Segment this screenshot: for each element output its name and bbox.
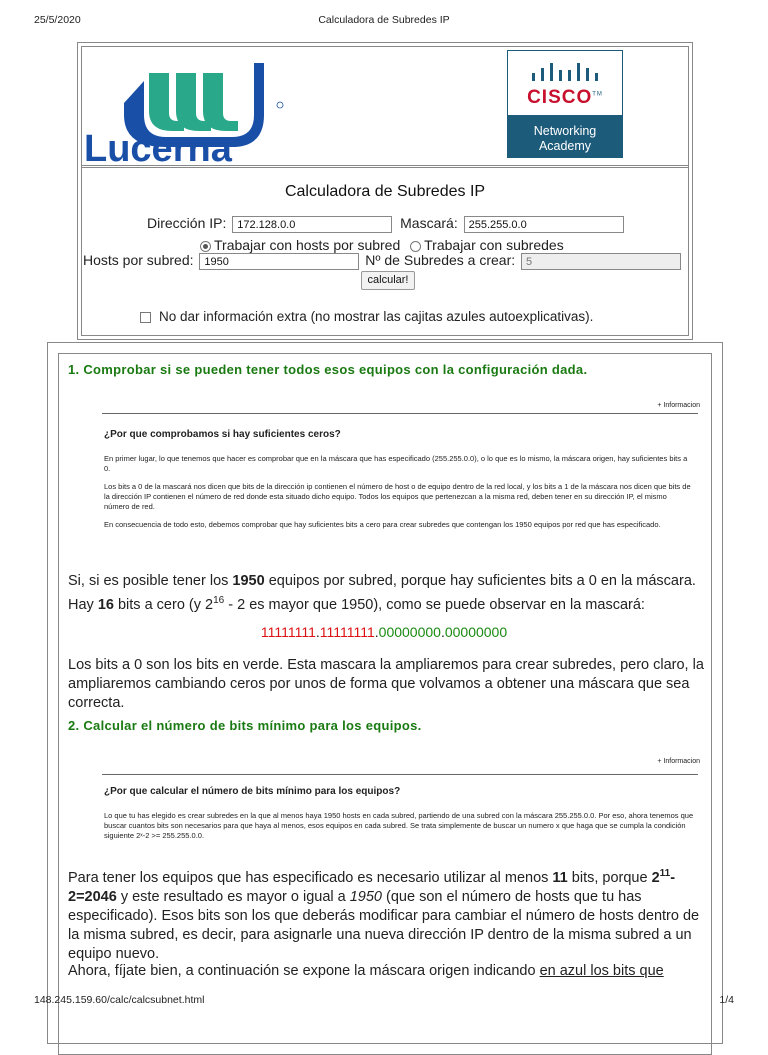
calculator-inner [81, 46, 689, 336]
ip-label: Dirección IP: [147, 215, 227, 231]
calculator-panel [77, 42, 693, 340]
ip-mask-row [147, 215, 624, 233]
step2-result: Para tener los equipos que has especificado es necesario utilizar al menos 11 bits, porque $2^{11}-2=2046$ y este resultado es mayor o igual a 1950 (que son el número de hosts que tu has especificado). Esos bits son los que deberás modificar para cambiar el número de hosts dentro de la misma subred, es decir, para asignarle una nueva dirección IP dentro de la misma subred a un equipo nuevo. [68, 868, 700, 962]
mask-input[interactable]: 255.255.0.0 [464, 216, 624, 233]
radio-subnets[interactable] [410, 241, 421, 252]
step2-last-text: Ahora, fíjate bien, a continuación se expone la máscara origen indicando en azul los bits que [68, 963, 664, 979]
step1-info-p2: Los bits a 0 de la mascará nos dicen que bits de la dirección ip contienen el número de host o de equipo dentro de la red local, y los bits a 1 de la máscara nos dicen que bits de la dirección IP contienen el número de red donde esta situado dicho equipo. Todos los equipos que pertenezcan a la misma red, deben tener en su dirección IP, el mismo número de red. [104, 482, 691, 511]
logo-row [82, 47, 688, 166]
cisco-wordmark: CISCO™ [527, 87, 603, 108]
step1-question: ¿Por que comprobamos si hay suficientes ceros? [104, 429, 341, 440]
lucerna-logo [84, 55, 344, 165]
subnets-input[interactable]: 5 [521, 253, 681, 270]
print-footer [34, 994, 734, 1006]
step2-divider [102, 774, 698, 775]
step2-heading: 2. Calcular el número de bits mínimo para los equipos. [68, 718, 422, 733]
mask-label: Mascará: [400, 215, 458, 231]
subnets-label: Nº de Subredes a crear: [365, 252, 516, 268]
hosts-label: Hosts por subred: [83, 252, 194, 268]
mode-radio-row [200, 237, 564, 253]
lucerna-wordmark: Lucerna [84, 128, 232, 165]
ip-input[interactable]: 172.128.0.0 [232, 216, 392, 233]
binary-mask: 11111111.11111111.00000000.00000000 [260, 624, 508, 640]
step1-info-p3: En consecuencia de todo esto, debemos comprobar que hay suficientes bits a cero para crear subredes que contengan los 1950 equipos por red que has especificado. [104, 520, 661, 529]
radio-hosts-label: Trabajar con hosts por subred [214, 237, 401, 253]
step1-divider [102, 413, 698, 414]
print-title: Calculadora de Subredes IP [318, 14, 450, 26]
step2-question: ¿Por que calcular el número de bits mínimo para los equipos? [104, 786, 401, 797]
divider [82, 167, 688, 168]
step2-more-info-link[interactable]: + Informacion [657, 758, 700, 765]
step1-info-box [104, 430, 694, 538]
step2-info-p1: Lo que tu has elegido es crear subredes en la que al menos haya 1950 hosts en cada subred, partiendo de una subred con la máscara 255.255.0.0. Por eso, ahora tenemos que buscar cuantos bits son necesarios para que haya al menos, esos equipos en cada subred. Se trata simplemente de buscar un numero x que haga que se cumpla la condición siguiente 2ˣ-2 >= 255.255.0.0. [104, 811, 694, 840]
step1-after-text: Los bits a 0 son los bits en verde. Esta mascara la ampliaremos para crear subredes, pero claro, la ampliaremos cambiando ceros por unos de forma que volvamos a obtener una máscara que sea correcta. [68, 657, 704, 711]
step2-info-box [104, 787, 694, 849]
print-header [34, 14, 734, 28]
print-page-number: 1/4 [719, 994, 734, 1006]
print-date: 25/5/2020 [34, 14, 81, 26]
calculator-title: Calculadora de Subredes IP [284, 183, 486, 200]
cisco-academy-logo [507, 50, 623, 158]
no-extra-info-label: No dar información extra (no mostrar las cajitas azules autoexplicativas). [159, 309, 594, 324]
step1-result: Si, si es posible tener los 1950 equipos por subred, porque hay suficientes bits a 0 en la máscara. Hay 16 bits a cero (y $2^{16} - 2$ es mayor que 1950), como se puede observar en la mascará: [68, 573, 696, 613]
networking-academy-label: Networking Academy [533, 124, 597, 153]
step1-heading: 1. Comprobar si se pueden tener todos esos equipos con la configuración dada. [68, 362, 588, 377]
cisco-bars-icon [530, 61, 602, 83]
hosts-subnets-row [83, 252, 681, 270]
no-extra-info-checkbox[interactable] [140, 312, 151, 323]
hosts-input[interactable]: 1950 [199, 253, 359, 270]
radio-hosts[interactable] [200, 241, 211, 252]
step1-info-p1: En primer lugar, lo que tenemos que hacer es comprobar que en la máscara que has especificado (255.255.0.0), o lo que es lo mismo, la máscara origen, hay suficientes bits a 0. [104, 454, 688, 473]
step1-more-info-link[interactable]: + Informacion [657, 402, 700, 409]
print-url: 148.245.159.60/calc/calcsubnet.html [34, 994, 205, 1006]
calculate-button[interactable]: calcular! [361, 271, 415, 290]
no-extra-info-option [140, 309, 593, 324]
radio-subnets-label: Trabajar con subredes [424, 237, 564, 253]
